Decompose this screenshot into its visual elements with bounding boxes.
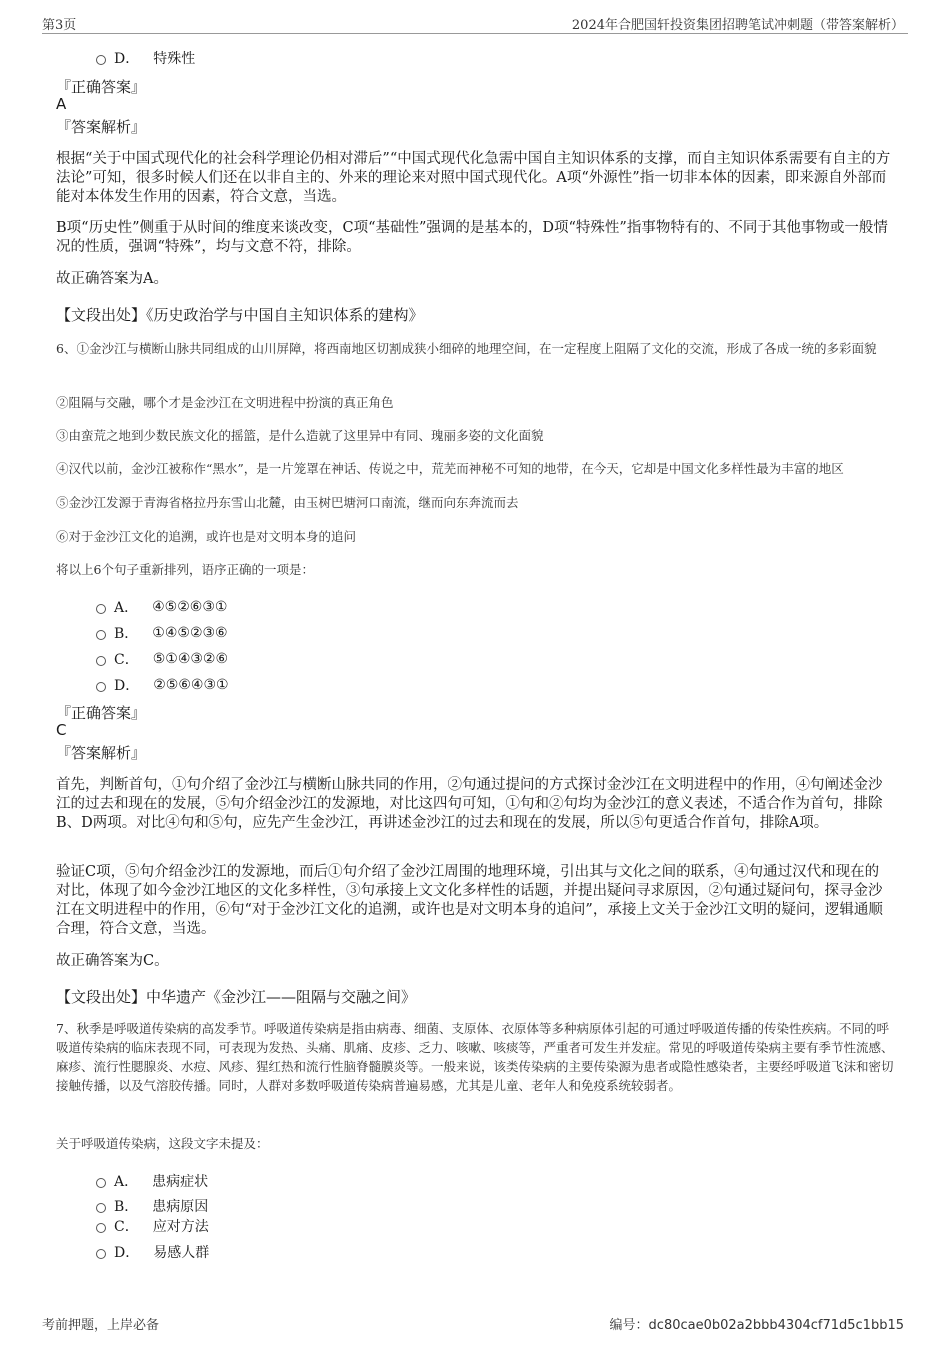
q7-option-a[interactable]: A． 患病症状 [96, 1171, 208, 1191]
radio-icon[interactable] [96, 1203, 106, 1213]
correct-answer-label: 『正确答案』 [56, 704, 147, 722]
analysis-conclusion: 故正确答案为A。 [56, 271, 168, 287]
radio-icon[interactable] [96, 656, 106, 666]
code-label: 编号： [609, 1318, 649, 1333]
q7-option-d[interactable]: D． 易感人群 [96, 1242, 209, 1262]
analysis-paragraph: 验证C项，⑤句介绍金沙江的发源地，而后①句介绍了金沙江周围的地理环境，引出其与文化之间的联系，④句通过汉代和现在的对比，体现了如今金沙江地区的文化多样性，③句承接上文文化多样性的话题，并提出疑问寻求原因，②句通过疑问句，探寻金沙江在文明进程中的作用，⑥句“对于金沙江文化的追溯，或许也是对文明本身的追问”，承接上文关于金沙江文明的疑问，逻辑通顺合理，符合文意，当选。 [56, 864, 883, 937]
analysis-label: 『答案解析』 [56, 744, 147, 762]
q6-sentence-5: ⑤金沙江发源于青海省格拉丹东雪山北麓，由玉树巴塘河口南流，继而向东奔流而去 [56, 495, 519, 510]
code-value: dc80cae0b02a2bbb4304cf71d5c1bb15 [648, 1318, 904, 1333]
q7-stem: 7、秋季是呼吸道传染病的高发季节。呼吸道传染病是指由病毒、细菌、支原体、衣原体等多种病原体引起的可通过呼吸道传播的传染性疾病。不同的呼吸道传染病的临床表现不同，可表现为发热、头痛、肌痛、皮疹、乏力、咳嗽、咳痰等，严重者可发生并发症。常见的呼吸道传染病主要有季节性流感、麻疹、流行性腮腺炎、水痘、风疹、猩红热和流行性脑脊髓膜炎等。一般来说，该类传染病的主要传染源为患者或隐性感染者，主要经呼吸道飞沫和密切接触传播，以及气溶胶传播。同时，人群对多数呼吸道传染病普遍易感，尤其是儿童、老年人和免疫系统较弱者。 [56, 1021, 894, 1093]
document-code [610, 1314, 904, 1333]
radio-icon[interactable] [96, 1178, 106, 1188]
analysis-paragraph: B项“历史性”侧重于从时间的维度来谈改变，C项“基础性”强调的是基本的，D项“特殊性”指事物特有的、不同于其他事物或一般情况的性质，强调“特殊”，均与文意不符，排除。 [56, 220, 888, 255]
header-divider [42, 33, 908, 34]
radio-icon[interactable] [96, 604, 106, 614]
correct-answer-label: 『正确答案』 [56, 78, 147, 96]
q6-option-c[interactable]: C． ⑤①④③②⑥ [96, 649, 228, 669]
document-title: 2024年合肥国轩投资集团招聘笔试冲刺题（带答案解析） [571, 18, 904, 33]
q6-sentence-3: ③由蛮荒之地到少数民族文化的摇篮，是什么造就了这里异中有同、瑰丽多姿的文化面貌 [56, 428, 544, 443]
q6-option-a[interactable]: A． ④⑤②⑥③① [96, 597, 227, 617]
q7-question: 关于呼吸道传染病，这段文字未提及： [56, 1136, 269, 1151]
q6-sentence-2: ②阻隔与交融，哪个才是金沙江在文明进程中扮演的真正角色 [56, 395, 394, 410]
q5-option-d[interactable]: D． 特殊性 [96, 48, 195, 68]
radio-icon[interactable] [96, 1223, 106, 1233]
correct-answer: A [56, 95, 67, 113]
q6-sentence-6: ⑥对于金沙江文化的追溯，或许也是对文明本身的追问 [56, 529, 357, 544]
radio-icon[interactable] [96, 1249, 106, 1259]
radio-icon[interactable] [96, 682, 106, 692]
analysis-paragraph: 首先，判断首句，①句介绍了金沙江与横断山脉共同的作用，②句通过提问的方式探讨金沙江在文明进程中的作用，④句阐述金沙江的过去和现在的发展，⑤句介绍金沙江的发源地，对比这四句可知，①句和②句均为金沙江的意义表述，不适合作为首句，排除B、D两项。对比④句和⑤句，应先产生金沙江，再讲述金沙江的过去和现在的发展，所以⑤句更适合作首句，排除A项。 [56, 777, 883, 831]
correct-answer: C [56, 721, 67, 739]
q6-sentence-1: 6、①金沙江与横断山脉共同组成的山川屏障，将西南地区切割成狭小细碎的地理空间，在一定程度上阻隔了文化的交流，形成了各成一统的多彩面貌 [56, 341, 877, 356]
q6-option-d[interactable]: D． ②⑤⑥④③① [96, 675, 229, 695]
radio-icon[interactable] [96, 630, 106, 640]
analysis-conclusion: 故正确答案为C。 [56, 953, 169, 969]
footer-slogan: 考前押题，上岸必备 [42, 1318, 160, 1333]
analysis-label: 『答案解析』 [56, 118, 147, 136]
q6-option-b[interactable]: B． ①④⑤②③⑥ [96, 623, 228, 643]
page-number: 第3页 [42, 18, 77, 33]
source-citation: 【文段出处】《历史政治学与中国自主知识体系的建构》 [56, 306, 424, 324]
analysis-paragraph: 根据“关于中国式现代化的社会科学理论仍相对滞后”“中国式现代化急需中国自主知识体系的支撑，而自主知识体系需要有自主的方法论”可知，很多时候人们还在以非自主的、外来的理论来对照中国式现代化。A项“外源性”指一切非本体的因素，即来源自外部而能对本体发生作用的因素，符合文意，当选。 [56, 151, 891, 205]
q7-option-c[interactable]: C． 应对方法 [96, 1216, 209, 1236]
q7-option-b[interactable]: B． 患病原因 [96, 1196, 208, 1216]
radio-icon[interactable] [96, 55, 106, 65]
source-citation: 【文段出处】中华遗产《金沙江——阻隔与交融之间》 [56, 988, 417, 1006]
q6-sentence-4: ④汉代以前，金沙江被称作“黑水”，是一片笼罩在神话、传说之中，荒芜而神秘不可知的地带，在今天，它却是中国文化多样性最为丰富的地区 [56, 461, 844, 476]
q6-question: 将以上6个句子重新排列，语序正确的一项是： [56, 562, 314, 577]
